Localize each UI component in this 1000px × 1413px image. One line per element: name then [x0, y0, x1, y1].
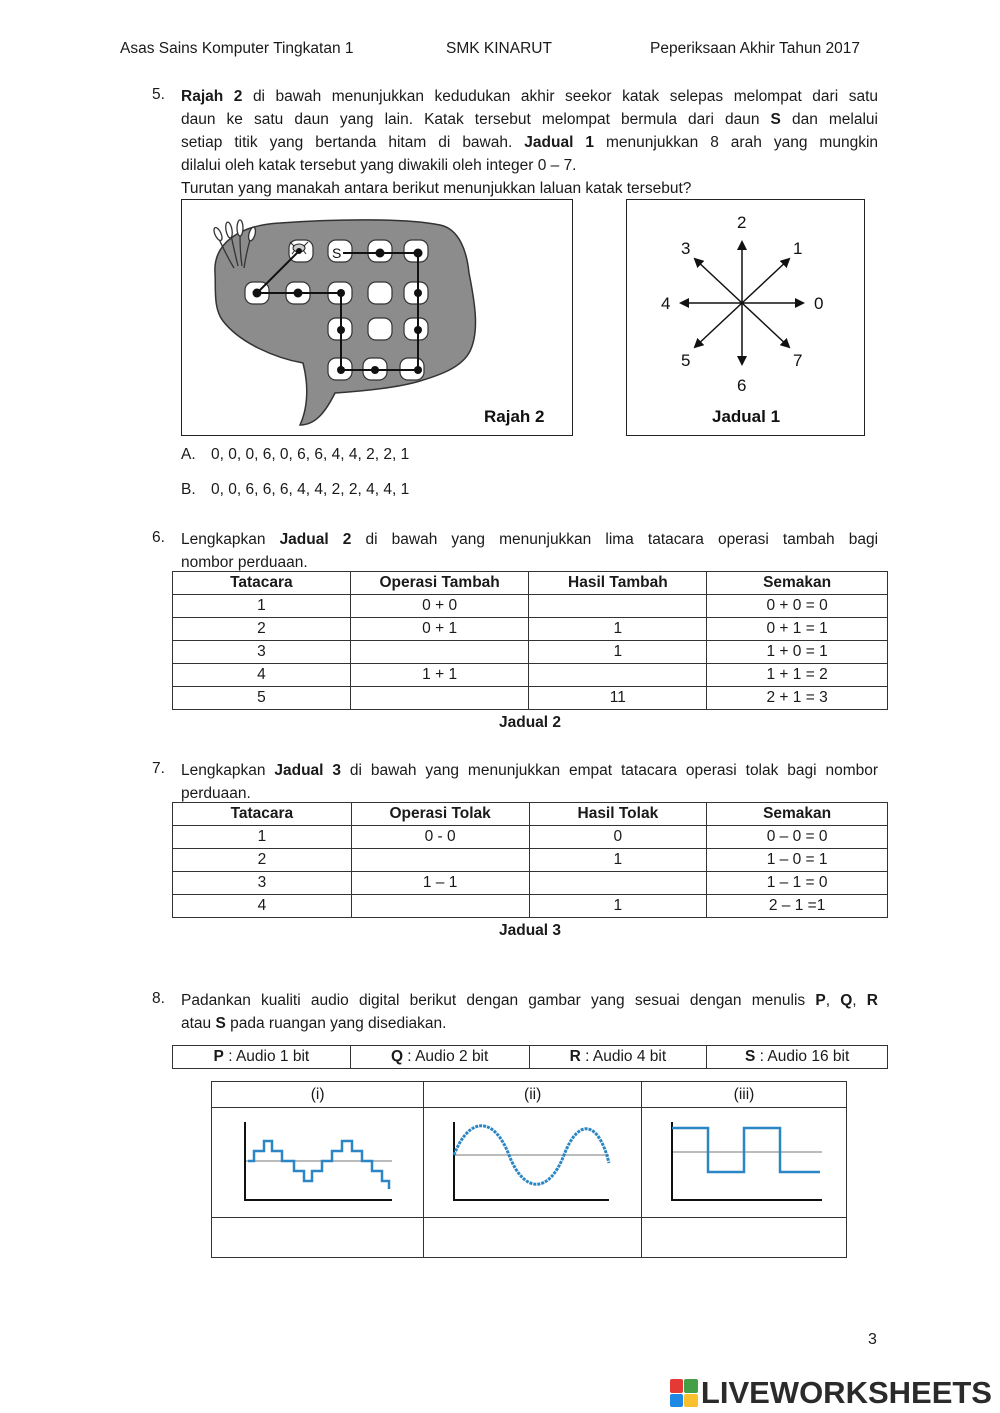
answer-cell-i[interactable] — [212, 1218, 424, 1258]
legend-key: Q — [390, 1048, 403, 1065]
waveform-cell-iii — [641, 1108, 846, 1218]
table-header: Tatacara — [173, 572, 351, 595]
table-cell: 0 + 0 — [350, 595, 529, 618]
q5-option-b-text[interactable]: 0, 0, 6, 6, 6, 4, 4, 2, 2, 4, 4, 1 — [211, 481, 410, 498]
answer-cell[interactable] — [350, 641, 529, 664]
table-cell: 0 + 1 — [350, 618, 529, 641]
dir-3-label: 3 — [681, 239, 691, 258]
table-cell: 1 + 1 — [350, 664, 529, 687]
table-row — [173, 826, 888, 849]
q5-line2 — [181, 108, 878, 131]
q5-text — [181, 85, 878, 200]
audio-legend-table — [172, 1045, 888, 1069]
legend-p — [173, 1046, 351, 1069]
rajah-2-figure — [181, 199, 573, 436]
arrow-3 — [695, 259, 742, 303]
logo-badge-icon — [670, 1379, 698, 1407]
jadual-3-caption: Jadual 3 — [498, 922, 562, 939]
q8-q: Q — [840, 992, 853, 1009]
panel-label: (ii) — [424, 1082, 642, 1108]
jadual-3-table — [172, 802, 888, 918]
table-row — [173, 849, 888, 872]
dir-2-label: 2 — [737, 213, 747, 232]
table-header: Operasi Tambah — [350, 572, 529, 595]
table-cell: 1 — [173, 826, 352, 849]
q5-line3 — [181, 131, 878, 154]
q5-line3c: menunjukkan 8 arah yang mungkin — [606, 134, 879, 151]
q5-line2-text: daun ke satu daun yang lain. Katak tersebut melompat bermula dari daun — [181, 111, 760, 128]
compass-arrows — [681, 242, 803, 364]
legend-s — [707, 1046, 888, 1069]
q5-line1 — [181, 85, 878, 108]
legend-label: : Audio 1 bit — [223, 1048, 310, 1065]
q7-number: 7. — [152, 760, 165, 777]
table-cell: 4 — [173, 895, 352, 918]
header-center: SMK KINARUT — [446, 40, 552, 57]
table-row — [173, 872, 888, 895]
q7-line2: perduaan. — [181, 785, 251, 802]
table-cell: 3 — [173, 872, 352, 895]
table-cell: 1 — [529, 618, 707, 641]
panel-label: (i) — [212, 1082, 424, 1108]
table-header: Semakan — [707, 803, 888, 826]
table-cell: 1 — [529, 849, 707, 872]
q5-option-a-letter: A. — [181, 446, 196, 463]
dir-6-label: 6 — [737, 376, 747, 395]
answer-cell[interactable] — [529, 595, 707, 618]
table-row — [173, 687, 888, 710]
q8-line2b: pada ruangan yang disediakan. — [230, 1015, 447, 1032]
table-cell: 0 – 0 = 0 — [707, 826, 888, 849]
header-right: Peperiksaan Akhir Tahun 2017 — [650, 40, 860, 57]
q7-post: di bawah yang menunjukkan empat tatacara operasi tolak bagi nombor — [349, 762, 879, 779]
start-leaf-label: S — [332, 245, 342, 261]
answer-cell-iii[interactable] — [641, 1218, 846, 1258]
legend-label: : Audio 16 bit — [755, 1048, 850, 1065]
q5-line2-end: dan melalui — [791, 111, 878, 128]
q6-table-ref: Jadual 2 — [279, 531, 352, 548]
table-row — [173, 895, 888, 918]
table-cell: 0 + 1 = 1 — [707, 618, 888, 641]
table-row — [173, 641, 888, 664]
q7-text — [181, 759, 878, 805]
table-cell: 1 + 0 = 1 — [707, 641, 888, 664]
jadual-1-figure — [626, 199, 865, 436]
waveform-cell-i — [212, 1108, 424, 1218]
q8-r: R — [866, 992, 878, 1009]
jadual-2-table — [172, 571, 888, 710]
answer-cell[interactable] — [350, 687, 529, 710]
table-row — [173, 664, 888, 687]
table-cell: 0 - 0 — [351, 826, 529, 849]
arrow-5 — [695, 303, 742, 347]
answer-cell[interactable] — [529, 872, 707, 895]
q7-table-ref: Jadual 3 — [274, 762, 341, 779]
q5-option-b-letter: B. — [181, 481, 196, 498]
table-cell: 1 — [529, 641, 707, 664]
q8-number: 8. — [152, 990, 165, 1007]
q8-p: P — [815, 992, 826, 1009]
q5-line3b: Jadual 1 — [524, 134, 595, 151]
q6-text — [181, 528, 878, 574]
table-cell: 0 + 0 = 0 — [707, 595, 888, 618]
table-cell: 1 + 1 = 2 — [707, 664, 888, 687]
legend-key: R — [569, 1048, 581, 1065]
arrow-7 — [742, 303, 789, 347]
q8-line1: Padankan kualiti audio digital berikut dengan gambar yang sesuai dengan menulis P, Q, R — [181, 992, 878, 1009]
table-cell: 1 – 1 — [351, 872, 529, 895]
waveform-cell-ii — [424, 1108, 642, 1218]
q6-post: di bawah yang menunjukkan lima tatacara operasi tambah bagi — [365, 531, 879, 548]
q5-line3a: setiap titik yang bertanda hitam di bawah. — [181, 134, 513, 151]
audio-match-table — [211, 1081, 847, 1258]
table-header: Semakan — [707, 572, 888, 595]
table-cell: 11 — [529, 687, 707, 710]
direction-compass — [627, 200, 863, 434]
q5-line5: Turutan yang manakah antara berikut menunjukkan laluan katak tersebut? — [181, 180, 692, 197]
q5-number: 5. — [152, 86, 165, 103]
answer-cell[interactable] — [351, 895, 529, 918]
table-header: Hasil Tambah — [529, 572, 707, 595]
table-row — [173, 618, 888, 641]
legend-label: : Audio 4 bit — [580, 1048, 667, 1065]
dir-1-label: 1 — [793, 239, 803, 258]
table-cell: 1 — [173, 595, 351, 618]
page-number: 3 — [868, 1331, 877, 1348]
waveform-1bit — [642, 1108, 846, 1212]
table-cell: 2 — [173, 618, 351, 641]
table-cell: 1 — [529, 895, 707, 918]
table-cell: 2 + 1 = 3 — [707, 687, 888, 710]
q5-line1-text: di bawah menunjukkan kedudukan akhir seekor katak selepas melompat dari satu — [242, 88, 878, 105]
waveform-4bit — [212, 1108, 422, 1212]
dir-0-label: 0 — [814, 294, 824, 313]
table-row — [173, 595, 888, 618]
table-header: Hasil Tolak — [529, 803, 707, 826]
legend-q — [350, 1046, 529, 1069]
table-header: Operasi Tolak — [351, 803, 529, 826]
q8-s: S — [215, 1015, 226, 1032]
legend-row — [173, 1046, 888, 1069]
q6-line1 — [181, 528, 878, 551]
answer-row — [212, 1218, 847, 1258]
jadual-2-caption: Jadual 2 — [498, 714, 562, 731]
q8-atau: atau — [181, 1015, 212, 1032]
table-header-row — [173, 572, 888, 595]
table-cell: 0 — [529, 826, 707, 849]
waveform-16bit — [424, 1108, 640, 1212]
panel-label: (iii) — [641, 1082, 846, 1108]
legend-label: : Audio 2 bit — [403, 1048, 489, 1065]
q5-line4: dilalui oleh katak tersebut yang diwakili oleh integer 0 – 7. — [181, 157, 577, 174]
logo-text: LIVEWORKSHEETS — [700, 1375, 992, 1410]
q8-line1a: Padankan kualiti audio digital berikut dengan gambar yang sesuai dengan menulis — [181, 992, 806, 1009]
dir-4-label: 4 — [661, 294, 671, 313]
rajah-2-caption: Rajah 2 — [484, 407, 545, 426]
legend-r — [529, 1046, 707, 1069]
q6-number: 6. — [152, 529, 165, 546]
jadual-1-caption: Jadual 1 — [712, 407, 781, 426]
dir-5-label: 5 — [681, 351, 691, 370]
table-header: Tatacara — [173, 803, 352, 826]
legend-key: P — [213, 1048, 224, 1065]
panel-label-row — [212, 1082, 847, 1108]
arrow-1 — [742, 259, 789, 303]
q7-line1 — [181, 759, 878, 782]
table-cell: 1 – 0 = 1 — [707, 849, 888, 872]
table-cell: 5 — [173, 687, 351, 710]
waveform-row — [212, 1108, 847, 1218]
table-cell: 2 — [173, 849, 352, 872]
q6-line2: nombor perduaan. — [181, 554, 308, 571]
q6-pre: Lengkapkan — [181, 531, 266, 548]
q5-rajah-ref: Rajah 2 — [181, 88, 243, 105]
liveworksheets-logo — [670, 1375, 992, 1411]
table-cell: 3 — [173, 641, 351, 664]
q5-option-a-text[interactable]: 0, 0, 0, 6, 0, 6, 6, 4, 4, 2, 2, 1 — [211, 446, 410, 463]
answer-cell-ii[interactable] — [424, 1218, 642, 1258]
header-left: Asas Sains Komputer Tingkatan 1 — [120, 40, 354, 57]
q5-line2-s: S — [770, 111, 781, 128]
table-header-row — [173, 803, 888, 826]
table-cell: 4 — [173, 664, 351, 687]
pond-diagram — [182, 200, 571, 434]
answer-cell[interactable] — [351, 849, 529, 872]
answer-cell[interactable] — [529, 664, 707, 687]
dir-7-label: 7 — [793, 351, 803, 370]
q8-text — [181, 989, 878, 1035]
table-cell: 1 – 1 = 0 — [707, 872, 888, 895]
q8-line2 — [181, 1012, 878, 1035]
table-cell: 2 – 1 =1 — [707, 895, 888, 918]
q7-pre: Lengkapkan — [181, 762, 266, 779]
legend-key: S — [744, 1048, 756, 1065]
